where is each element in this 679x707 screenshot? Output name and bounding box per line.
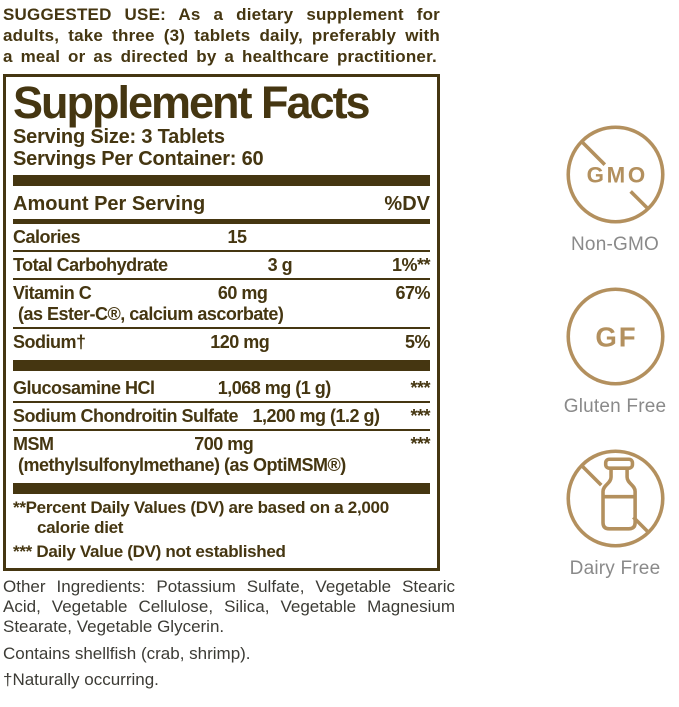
nutrient-amount: 3 g: [267, 255, 293, 275]
certification-badges-column: [551, 121, 679, 607]
nutrient-row-sodium: [13, 327, 430, 355]
dairy-free-badge: [562, 445, 669, 579]
nutrient-dv: ***: [410, 434, 430, 454]
serving-size-text: Serving Size: 3 Tablets: [13, 126, 225, 148]
non-gmo-icon: [562, 121, 669, 228]
divider-thick-bar: [13, 360, 430, 371]
nutrient-subtext: (as Ester-C®, calcium ascorbate): [18, 304, 284, 324]
nutrient-row-chondroitin: [13, 401, 430, 429]
amount-per-serving-header: Amount Per Serving: [13, 193, 206, 215]
nutrient-dv: ***: [410, 378, 430, 398]
allergen-text: Contains shellfish (crab, shrimp).: [3, 644, 251, 663]
nutrient-amount: 700 mg: [194, 434, 254, 454]
dairy-free-icon: [562, 445, 669, 552]
nutrient-amount: 120 mg: [210, 332, 270, 352]
nutrient-row-carbohydrate: [13, 250, 430, 278]
milk-bottle-icon: [603, 459, 635, 529]
footnote-dv-not-established: *** Daily Value (DV) not established: [13, 542, 286, 561]
nutrient-name: Glucosamine HCl: [13, 378, 155, 398]
label-left-column: [3, 4, 455, 689]
gluten-free-icon: [562, 283, 669, 390]
nutrient-amount: 1,200 mg (1.2 g): [252, 406, 380, 426]
non-gmo-badge: [562, 121, 669, 255]
nutrient-subtext: (methylsulfonylmethane) (as OptiMSM®): [18, 455, 346, 475]
nutrient-name: Vitamin C: [13, 283, 92, 303]
supplement-facts-panel: [3, 74, 440, 571]
nutrient-dv: 67%: [395, 283, 430, 303]
nutrient-dv: ***: [410, 406, 430, 426]
nutrient-name: Calories: [13, 227, 81, 247]
nutrient-name: MSM: [13, 434, 54, 454]
nutrient-name: Total Carbohydrate: [13, 255, 168, 275]
footnote-daily-values: **Percent Daily Values (DV) are based on a 2,000 calorie diet: [13, 498, 389, 537]
naturally-occurring-text: †Naturally occurring.: [3, 670, 159, 689]
nutrient-row-msm: [13, 429, 430, 478]
nutrient-amount: 60 mg: [217, 283, 268, 303]
non-gmo-label: Non-GMO: [571, 234, 659, 255]
nutrient-name: Sodium†: [13, 332, 86, 352]
gf-circle-text: GF: [594, 321, 637, 353]
suggested-use-text: SUGGESTED USE: As a dietary supplement for adults, take three (3) tablets daily, preferably with a meal or as directed by a healthcare practitioner.: [3, 5, 440, 66]
other-ingredients-text: Other Ingredients: Potassium Sulfate, Vegetable Stearic Acid, Vegetable Cellulose, Silica, Vegetable Magnesium Stearate, Vegetable Glycerin.: [3, 577, 455, 636]
nutrient-dv: 1%**: [391, 255, 430, 275]
percent-dv-header: %DV: [384, 193, 430, 215]
divider-thick-bar: [13, 175, 430, 186]
divider-thick-bar: [13, 483, 430, 494]
nutrient-amount: 1,068 mg (1 g): [217, 378, 331, 398]
gluten-free-label: Gluten Free: [563, 396, 667, 417]
nutrient-dv: 5%: [404, 332, 430, 352]
nutrient-row-glucosamine: [13, 375, 430, 401]
panel-title: Supplement Facts: [13, 77, 369, 128]
nutrient-row-vitamin-c: [13, 278, 430, 327]
dairy-free-label: Dairy Free: [569, 558, 661, 579]
gluten-free-badge: [562, 283, 669, 417]
nutrient-amount: 15: [227, 227, 247, 247]
gmo-circle-text: GMO: [586, 162, 648, 188]
nutrient-row-calories: [13, 224, 430, 250]
nutrient-name: Sodium Chondroitin Sulfate: [13, 406, 238, 426]
table-header-row: [13, 190, 430, 217]
servings-per-container-text: Servings Per Container: 60: [13, 148, 264, 170]
